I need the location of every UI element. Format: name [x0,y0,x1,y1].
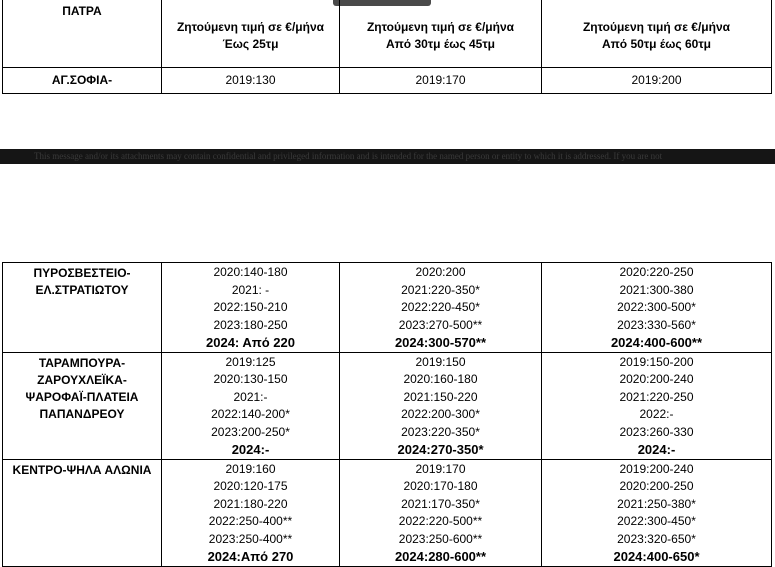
price-cell [162,352,340,459]
price-line: 2020:120-175 [213,479,288,493]
price-line: 2020:170-180 [403,479,478,493]
column-header-cell [162,0,340,68]
column-header-line: Ζητούμενη τιμή σε €/μήνα [366,20,515,34]
price-line: 2023:320-650* [617,531,696,546]
area-header-cell [3,0,162,68]
price-line: 2023:200-250* [211,424,290,439]
table-row [3,263,772,353]
column-header-cell [542,0,772,68]
price-line: 2021:180-220 [213,496,288,511]
price-line: 2022:220-500** [398,514,483,528]
price-cell [340,263,542,353]
price-line: 2021:- [233,389,268,404]
column-header-line: Ζητούμενη τιμή σε €/μήνα [582,20,731,34]
price-line: 2019:200-240 [619,461,694,476]
price-line: 2020:200 [415,265,466,279]
price-line: 2020:200-250 [619,479,694,493]
price-table-top [2,0,772,94]
area-line: ΖΑΡΟΥΧΛΕΪΚΑ- [37,372,127,387]
area-line: ΤΑΡΑΜΠΟΥΡΑ- [38,355,126,370]
price-cell [340,352,542,459]
area-line: ΨΑΡΟΦΑΪ-ΠΛΑΤΕΙΑ [25,389,139,404]
price-line: 2022:220-450* [401,300,480,314]
price-line-2024: 2024:Από 270 [207,549,294,564]
area-header-label: ΠΑΤΡΑ [62,4,102,18]
price-line-2024: 2024:400-650* [613,549,700,564]
price-line: 2021:250-380* [617,496,696,511]
price-line-2024: 2024:280-600** [394,549,487,564]
price-line-2024: 2024: Από 220 [206,335,295,350]
price-cell [162,459,340,566]
price-line: 2020:200-240 [619,372,694,386]
price-line: 2020:130-150 [213,372,288,386]
column-header-line: Από 50τμ έως 60τμ [601,37,712,51]
price-line: 2022:- [639,407,674,421]
price-cell: 2019:170 [340,68,542,94]
price-line: 2022:150-210 [213,300,288,314]
table-row [3,459,772,566]
price-line: 2023:250-600** [398,531,483,546]
price-line: 2022:300-500* [617,300,696,314]
price-line: 2021:220-350* [401,282,480,297]
area-line: ΕΛ.ΣΤΡΑΤΙΩΤΟΥ [35,283,129,297]
price-cell [542,459,772,566]
area-cell [3,352,162,459]
column-header-line: Από 30τμ έως 45τμ [385,37,496,51]
price-line-2024: 2024:- [231,442,270,457]
area-cell [3,263,162,353]
area-line: ΠΑΠΑΝΔΡΕΟΥ [39,406,125,421]
area-line: ΚΕΝΤΡΟ-ΨΗΛΑ ΑΛΩΝΙΑ [12,462,152,477]
price-line: 2020:160-180 [403,372,478,386]
email-disclaimer-text: This message and/or its attachments may contain confidential and privileged information and is intended for the named person or entity to which it is addressed. If you are not [34,151,663,161]
price-line: 2019:150 [415,354,466,369]
price-line: 2022:250-400** [208,514,293,528]
area-cell [3,459,162,566]
price-line: 2023:220-350* [401,424,480,439]
price-line-2024: 2024:270-350* [397,442,484,457]
price-line: 2021:170-350* [401,496,480,511]
price-line: 2020:140-180 [213,265,288,279]
price-line: 2019:125 [225,354,276,369]
price-cell: 2019:200 [542,68,772,94]
price-line: 2022:140-200* [211,407,290,421]
email-disclaimer-band [0,149,775,164]
area-cell: ΑΓ.ΣΟΦΙΑ- [3,68,162,94]
column-header-cell [340,0,542,68]
area-line: ΠΥΡΟΣΒΕΣΤΕΙΟ- [33,266,131,280]
column-header-line: Έως 25τμ [222,37,279,51]
price-line: 2021:150-220 [403,389,478,404]
price-table-bottom [2,262,772,567]
price-line: 2020:220-250 [619,265,694,279]
price-line: 2019:150-200 [619,354,694,369]
price-line: 2022:200-300* [401,407,480,421]
price-line: 2019:160 [225,461,276,476]
price-cell [162,263,340,353]
table-row [3,352,772,459]
price-cell [542,263,772,353]
price-line: 2021:300-380 [619,282,694,297]
price-line: 2019:170 [415,461,466,476]
price-line-2024: 2024:300-570** [394,335,487,350]
price-line: 2021: - [231,282,270,297]
price-line: 2023:270-500** [398,317,483,332]
price-line: 2023:250-400** [208,531,293,546]
price-line: 2021:220-250 [619,389,694,404]
price-cell [340,459,542,566]
price-line: 2023:330-560* [617,317,696,332]
price-line-2024: 2024:400-600** [610,335,703,350]
price-line: 2023:180-250 [213,317,288,332]
price-cell: 2019:130 [162,68,340,94]
table-header-row [3,0,772,68]
price-line: 2023:260-330 [619,424,694,439]
price-cell [542,352,772,459]
table-row [3,68,772,94]
column-header-line: Ζητούμενη τιμή σε €/μήνα [176,20,325,34]
price-line: 2022:300-450* [617,514,696,528]
price-line-2024: 2024:- [637,442,676,457]
